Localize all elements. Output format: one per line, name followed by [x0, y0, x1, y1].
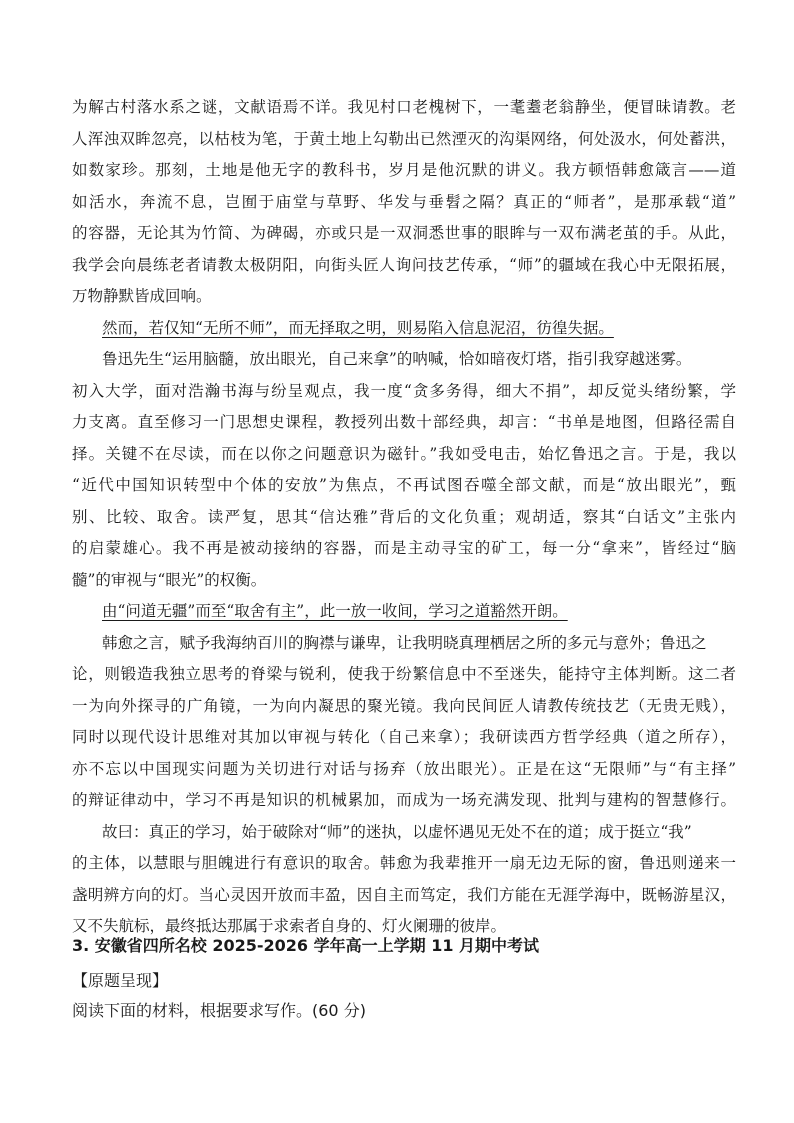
underlined-text: 然而，若仅知“无所不师”，而无择取之明，则易陷入信息泥沼，彷徨失据。: [102, 318, 614, 337]
essay-line: 鲁迅先生“运用脑髓，放出眼光，自己来拿”的呐喊，恰如暗夜灯塔，指引我穿越迷雾。: [102, 350, 692, 368]
essay-line: 人浑浊双眸忽亮，以枯枝为笔，于黄土地上勾勒出已然湮灭的沟渠网络，何处汲水，何处蓄洪，: [72, 129, 736, 148]
essay-line: 别、比较、取舍。读严复，思其“信达雅”背后的文化负重；观胡适，察其“白话文”主张内: [72, 507, 736, 526]
section-title: 3. 安徽省四所名校 2025-2026 学年高一上学期 11 月期中考试: [72, 936, 540, 955]
essay-line: 万物静默皆成回响。: [72, 287, 212, 305]
essay-line: 同时以现代设计思维对其加以审视与转化（自己来拿）；我研读西方哲学经典（道之所存），: [72, 728, 736, 746]
essay-line: 韩愈之言，赋予我海纳百川的胸襟与谦卑，让我明晓真理栖居之所的多元与意外；鲁迅之: [102, 633, 707, 652]
essay-line: 为解古村落水系之谜，文献语焉不详。我见村口老槐树下，一耄耋老翁静坐，便冒昧请教。老: [72, 98, 736, 116]
essay-line: 一为向外探寻的广角镜，一为向内凝思的聚光镜。我向民间匠人请教传统技艺（无贵无贱），: [72, 696, 736, 715]
essay-line: 又不失航标，最终抵达那属于求索者自身的、灯火阑珊的彼岸。: [72, 917, 507, 935]
essay-line: 如数家珍。那刻，土地是他无字的教科书，岁月是他沉默的讲义。我方顿悟韩愈箴言——道: [72, 161, 736, 179]
essay-line: 的容器，无论其为竹简、为碑碣，亦或只是一双洞悉世事的眼眸与一双布满老茧的手。从此，: [72, 224, 736, 242]
essay-line: 髓”的审视与“眼光”的权衡。: [72, 570, 267, 589]
essay-line: 的启蒙雄心。我不再是被动接纳的容器，而是主动寻宝的矿工，每一分“拿来”，皆经过“脑: [72, 539, 736, 557]
subheading: 【原题呈现】: [72, 971, 169, 990]
essay-line: 如活水，奔流不息，岂囿于庙堂与草野、华发与垂髫之隔？真正的“师者”，是那承载“道”: [72, 192, 736, 211]
essay-line: 论，则锻造我独立思考的脊梁与锐利，使我于纷繁信息中不至迷失，能持守主体判断。这二者: [72, 665, 736, 683]
essay-line: 故曰：真正的学习，始于破除对“师”的迷执，以虚怀遇见无处不在的道；成于挺立“我”: [102, 822, 692, 841]
essay-line: 亦不忘以中国现实问题为关切进行对话与扬弃（放出眼光）。正是在这“无限师”与“有主择”: [72, 759, 736, 778]
essay-line: 力支离。直至修习一门思想史课程，教授列出数十部经典，却言：“书单是地图，但路径需自: [72, 413, 736, 431]
essay-body: [72, 92, 736, 943]
transition-sentence-underlined: [72, 313, 736, 345]
task-instruction: 阅读下面的材料，根据要求写作。(60 分): [72, 1001, 366, 1020]
essay-line: 初入大学，面对浩瀚书海与纷呈观点，我一度“贪多务得，细大不捐”，却反觉头绪纷繁，学: [72, 381, 736, 400]
underlined-text: 由“问道无疆”而至“取舍有主”，此一放一收间，学习之道豁然开朗。: [102, 602, 568, 620]
essay-line: 的主体，以慧眼与胆魄进行有意识的取舍。韩愈为我辈推开一扇无边无际的窗，鲁迅则递来一: [72, 854, 736, 872]
essay-line: 盏明辨方向的灯。当心灵因开放而丰盈，因自主而笃定，我们方能在无涯学海中，既畅游星汉，: [72, 885, 736, 904]
essay-line: 的辩证律动中，学习不再是知识的机械累加，而成为一场充满发现、批判与建构的智慧修行。: [72, 791, 736, 809]
essay-line: “近代中国知识转型中个体的安放”为焦点，不再试图吞噬全部文献，而是“放出眼光”，甄: [72, 476, 736, 494]
transition-sentence-underlined: [72, 596, 736, 628]
essay-line: 我学会向晨练老者请教太极阴阳，向街头匠人询问技艺传承，“师”的疆域在我心中无限拓展，: [72, 255, 736, 274]
essay-line: 择。关键不在尽读，而在以你之问题意识为磁针。”我如受电击，始忆鲁迅之言。于是，我以: [72, 444, 736, 463]
